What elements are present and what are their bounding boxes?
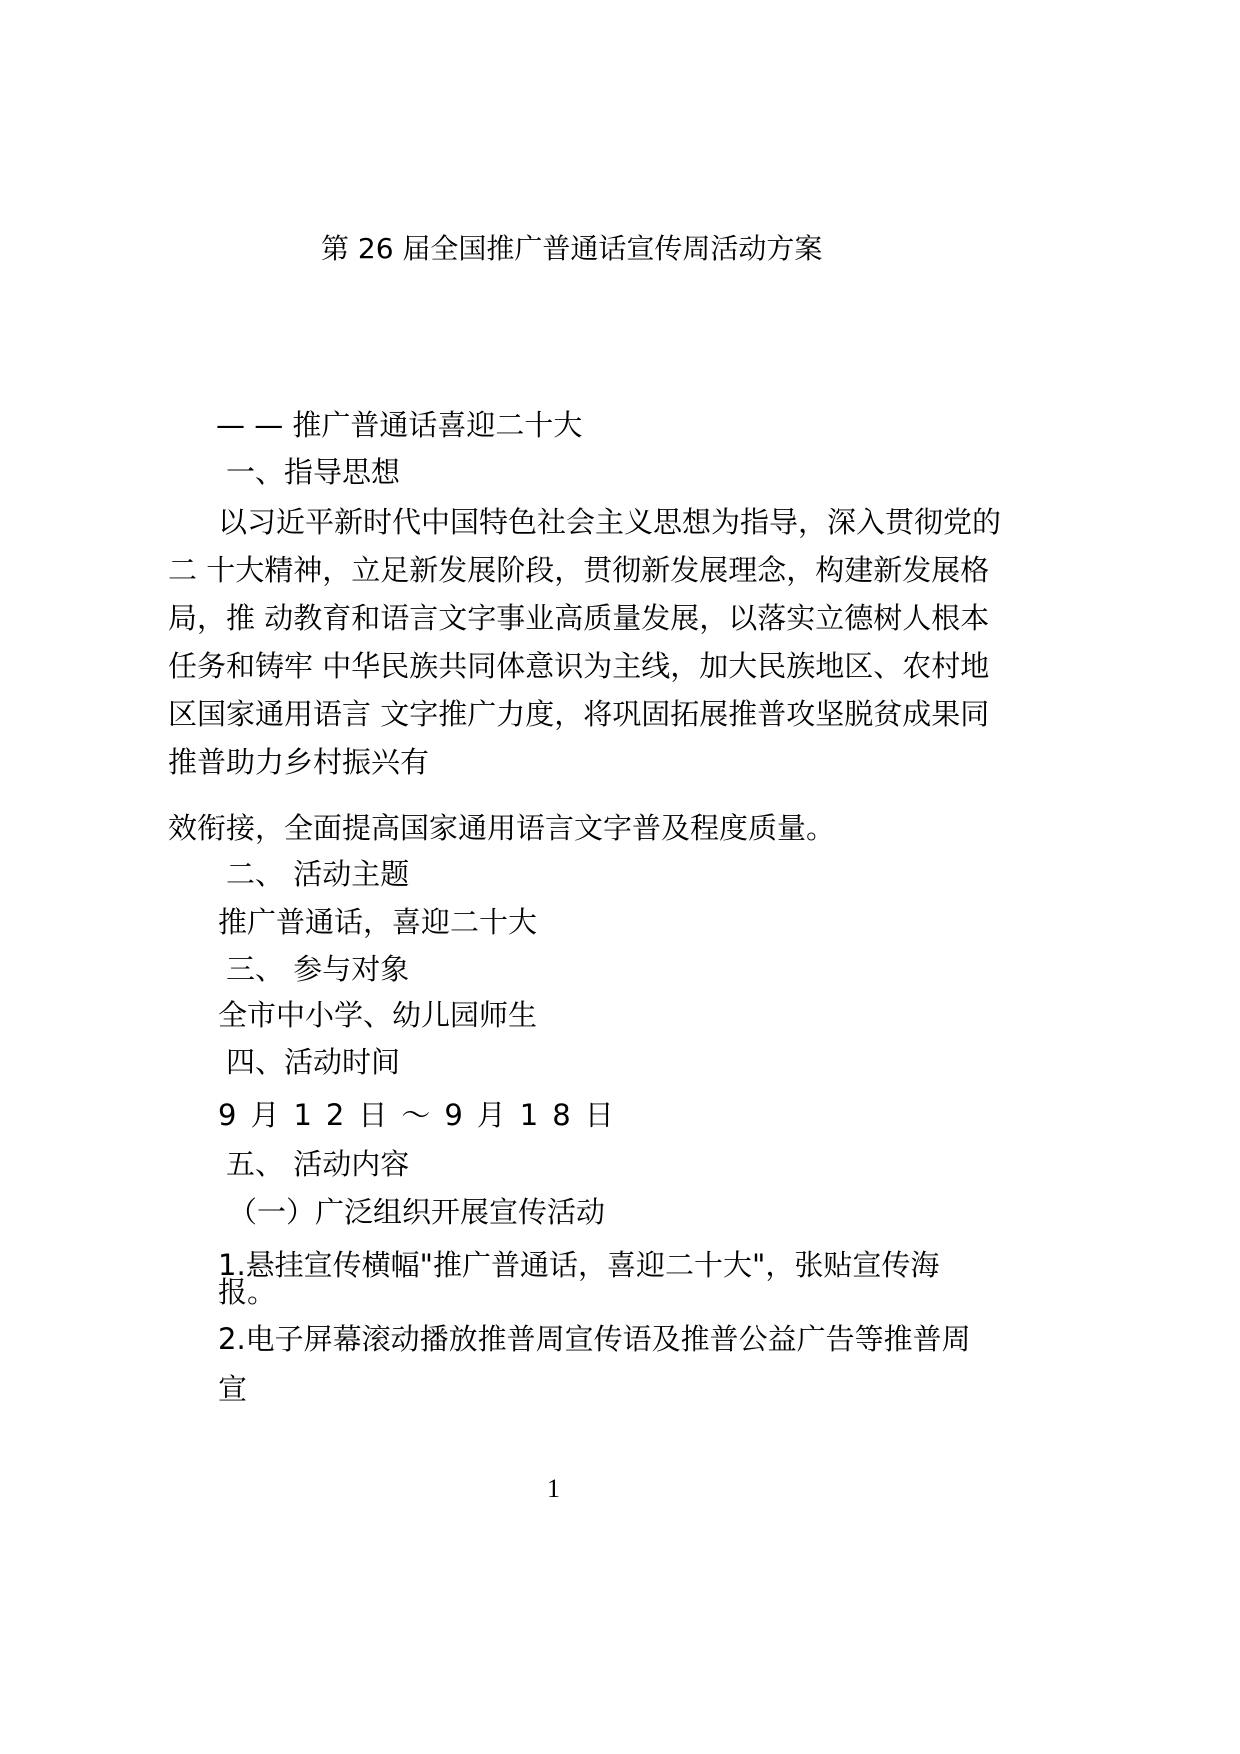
paragraph-line: 任务和铸牢 中华民族共同体意识为主线，加大民族地区、农村地 bbox=[168, 649, 990, 683]
section-body: 推广普通话，喜迎二十大 bbox=[218, 905, 538, 939]
paragraph-line: 推普助力乡村振兴有 bbox=[168, 745, 430, 779]
paragraph-line: 区国家通用语言 文字推广力度，将巩固拓展推普攻坚脱贫成果同 bbox=[168, 697, 990, 731]
document-title: 第 26 届全国推广普通话宣传周活动方案 bbox=[321, 232, 823, 265]
section-heading-1: 一、指导思想 bbox=[226, 455, 401, 489]
list-item: 报。 bbox=[218, 1275, 277, 1309]
document-subtitle: — — 推广普通话喜迎二十大 bbox=[216, 408, 583, 442]
section-heading-5: 五、 活动内容 bbox=[226, 1147, 410, 1181]
paragraph-line: 以习近平新时代中国特色社会主义思想为指导，深入贯彻党的 bbox=[218, 505, 1002, 539]
list-item: 2.电子屏幕滚动播放推普周宣传语及推普公益广告等推普周 bbox=[218, 1322, 971, 1356]
section-heading-3: 三、 参与对象 bbox=[226, 952, 410, 986]
section-heading-4: 四、活动时间 bbox=[226, 1045, 401, 1079]
page-number: 1 bbox=[547, 1474, 560, 1503]
section-body: 全市中小学、幼儿园师生 bbox=[218, 998, 538, 1032]
section-heading-2: 二、 活动主题 bbox=[226, 857, 410, 891]
list-item: 宣 bbox=[218, 1372, 248, 1406]
paragraph-line: 二 十大精神，立足新发展阶段，贯彻新发展理念，构建新发展格 bbox=[168, 553, 990, 587]
activity-dates: 9月12日～9月18日 bbox=[218, 1098, 628, 1132]
paragraph-line: 局，推 动教育和语言文字事业高质量发展，以落实立德树人根本 bbox=[168, 601, 990, 635]
subsection-heading: （一）广泛组织开展宣传活动 bbox=[228, 1195, 606, 1229]
list-item: 1.悬挂宣传横幅"推广普通话，喜迎二十大"，张贴宣传海 bbox=[218, 1248, 940, 1282]
paragraph-line: 效衔接，全面提高国家通用语言文字普及程度质量。 bbox=[168, 811, 836, 845]
